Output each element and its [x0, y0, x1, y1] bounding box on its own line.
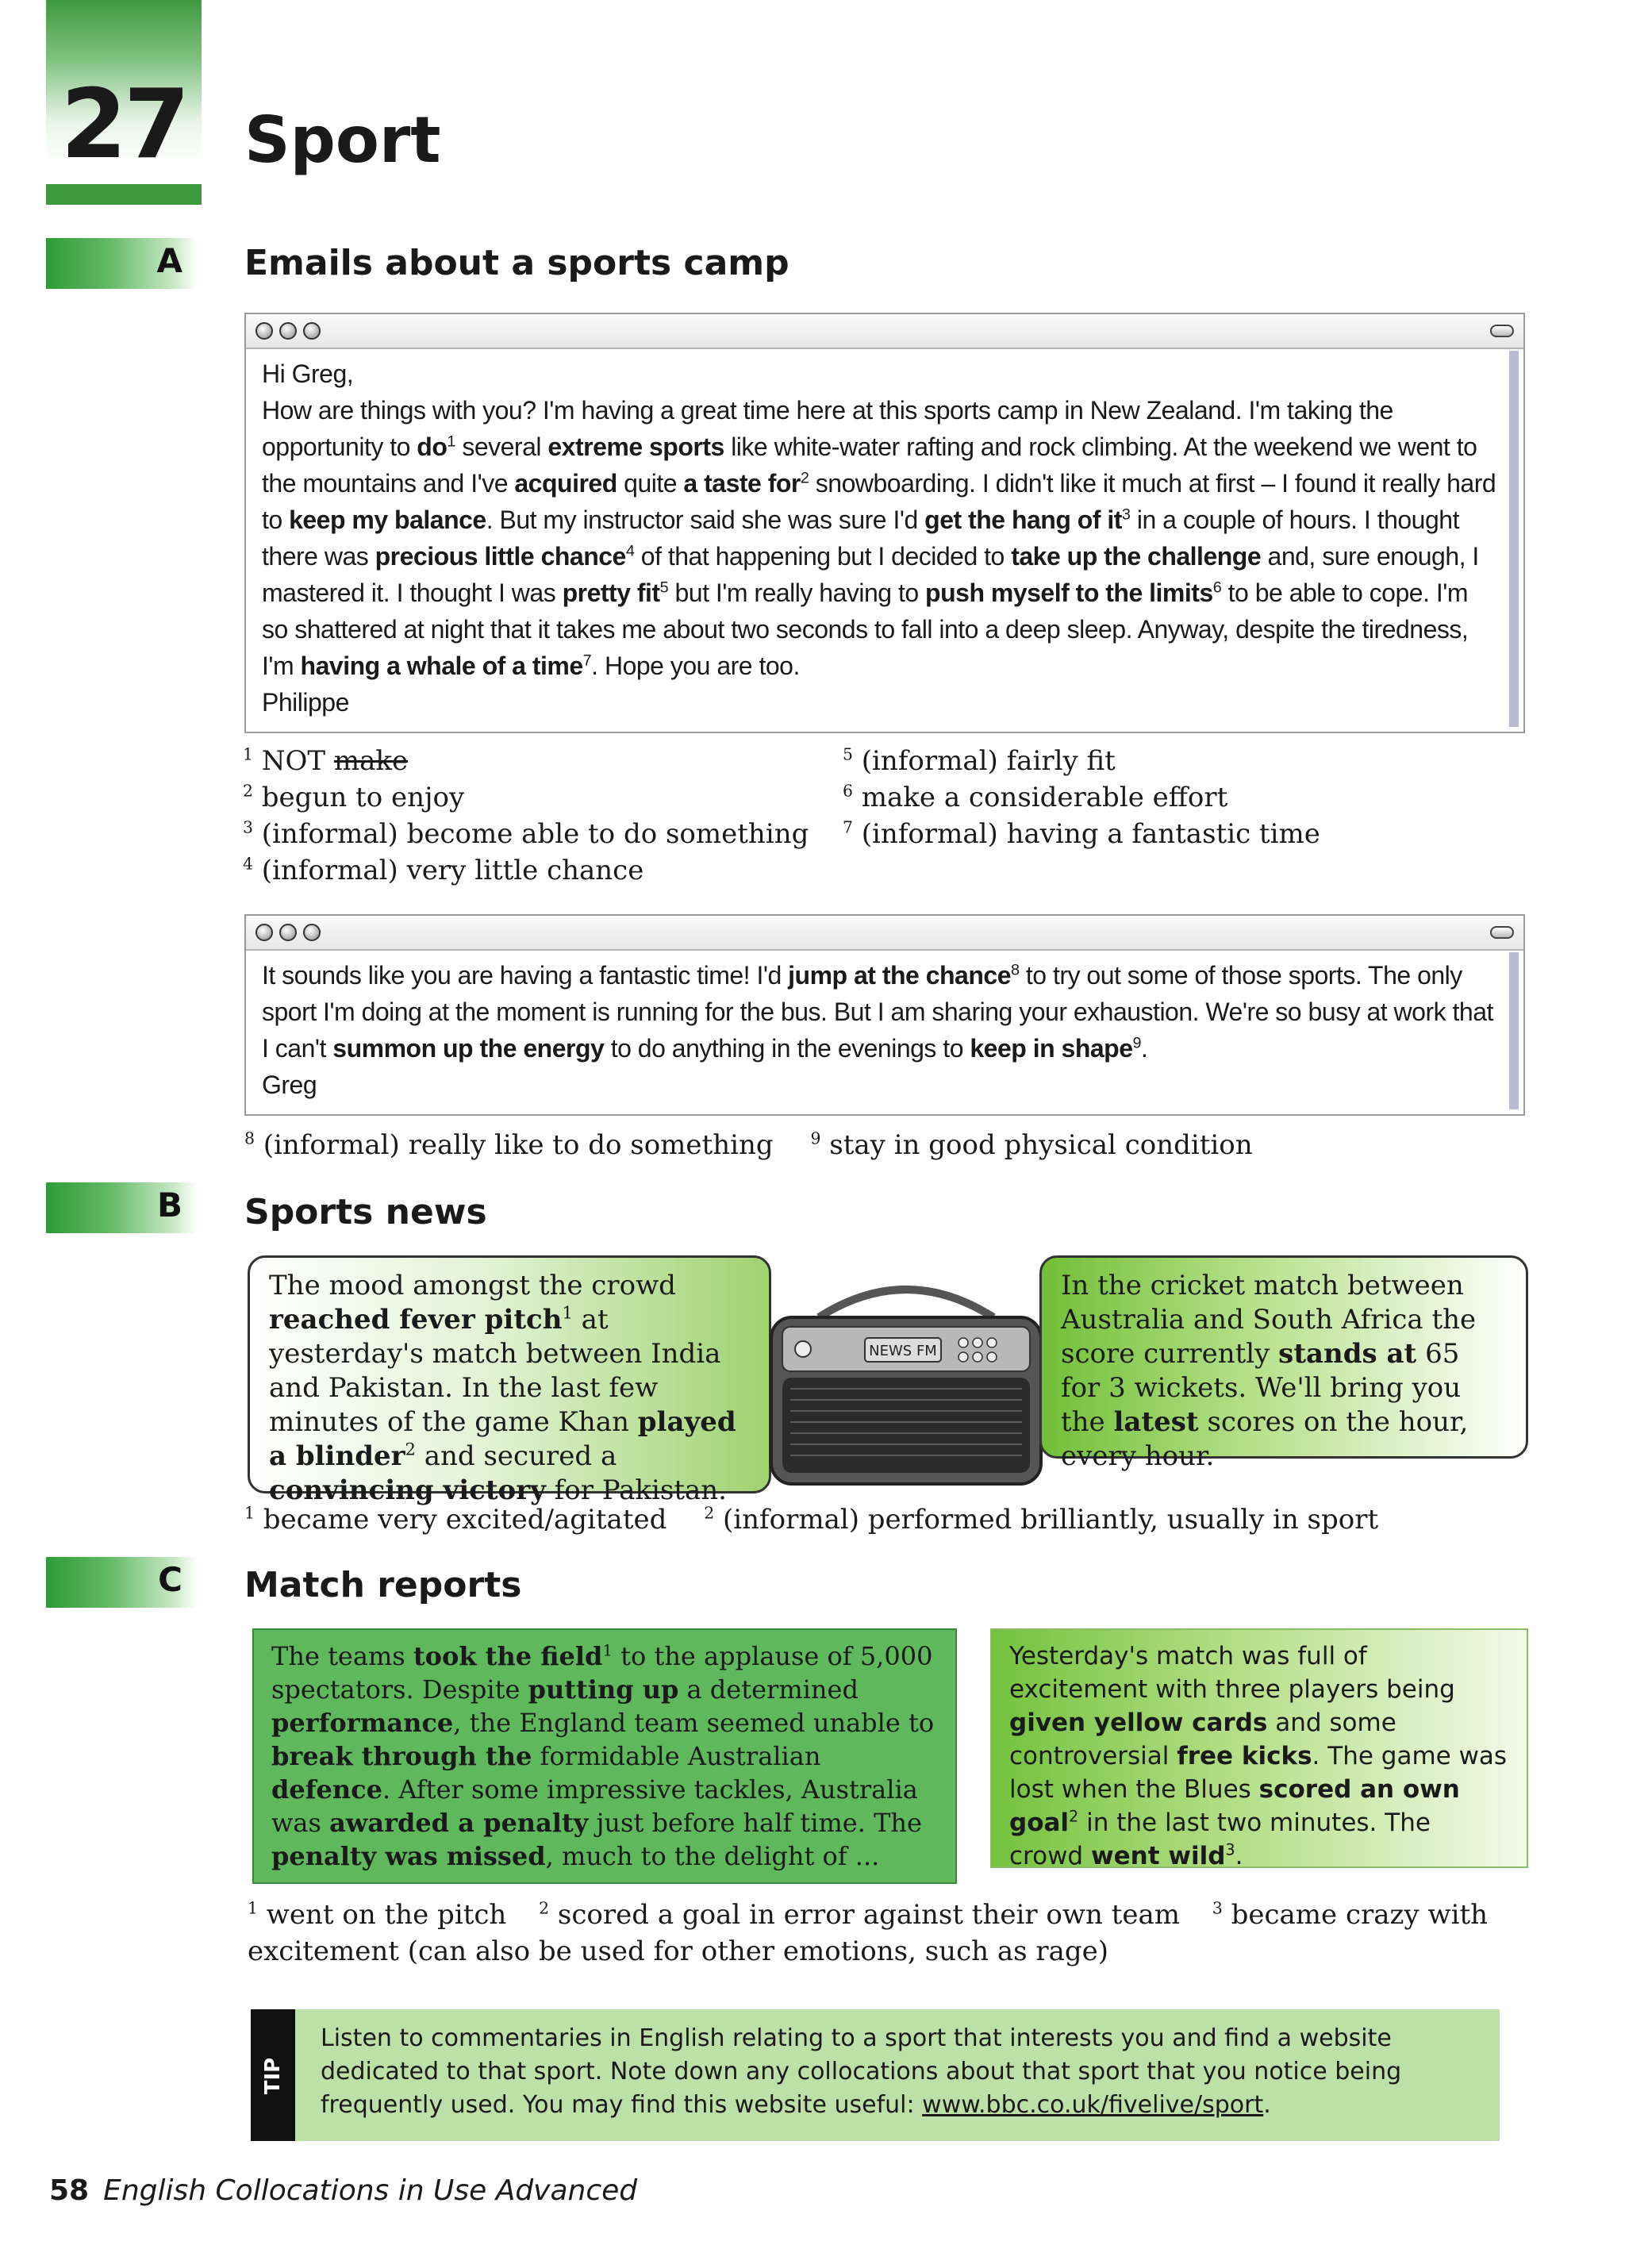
- footnote-text: (informal) fairly fit: [861, 745, 1116, 777]
- collocation: given yellow cards: [1009, 1709, 1268, 1737]
- text: for Pakistan.: [545, 1474, 727, 1506]
- text: In the cricket match between Australia and South Africa the score currently: [1061, 1270, 1477, 1370]
- match-report-right: [990, 1628, 1528, 1868]
- email-body-2: [246, 951, 1523, 1114]
- window-minimize-icon[interactable]: [279, 924, 297, 941]
- text: 65 for 3 wickets. We'll bring you the: [1061, 1338, 1462, 1438]
- toolbar-toggle-icon[interactable]: [1490, 325, 1514, 337]
- footnote-num: 2: [539, 1898, 550, 1918]
- section-b-tab: [46, 1182, 197, 1233]
- email-greeting: Hi Greg,: [262, 359, 354, 388]
- email-window-2: [244, 914, 1525, 1116]
- section-b-title: Sports news: [244, 1192, 487, 1232]
- footnote-text: (informal) performed brilliantly, usually in sport: [722, 1504, 1379, 1536]
- footnote-text: stay in good physical condition: [829, 1129, 1253, 1161]
- footnote-ref: 3: [1121, 505, 1131, 524]
- footnote-num: 5: [843, 744, 853, 764]
- book-title: English Collocations in Use Advanced: [103, 2174, 638, 2207]
- footnote-num: 2: [704, 1503, 715, 1523]
- collocation: stands at: [1278, 1338, 1417, 1370]
- collocation: summon up the energy: [332, 1034, 605, 1063]
- text: just before half time. The: [588, 1808, 922, 1838]
- footnote-num: 8: [244, 1128, 255, 1148]
- email-window-1: [244, 313, 1525, 733]
- text: but I'm really having to: [668, 579, 926, 607]
- collocation: penalty was missed: [271, 1841, 546, 1871]
- collocation: took the field: [413, 1641, 603, 1671]
- text: The mood amongst the crowd: [269, 1270, 676, 1301]
- footnote: [243, 816, 809, 852]
- collocation: extreme sports: [547, 432, 724, 461]
- collocation: jump at the chance: [788, 961, 1011, 990]
- news-bubble-right: [1039, 1255, 1528, 1472]
- footnote: [243, 743, 809, 779]
- collocation: get the hang of it: [924, 505, 1122, 534]
- footnote-ref: 6: [1212, 579, 1222, 597]
- text: to try out some of those sports. The only sport I'm doing at the moment is running for the bus. But I am sharing your exhaustion. We're so busy at work that I can't: [262, 961, 1493, 1063]
- collocation: precious little chance: [375, 542, 626, 571]
- footnote-text: (informal) become able to do something: [261, 818, 809, 850]
- footnote-text: became crazy with excitement (can also be used for other emotions, such as rage): [248, 1899, 1489, 1967]
- footnote-text: (informal) really like to do something: [263, 1129, 774, 1161]
- footnote: [243, 779, 809, 816]
- collocation: latest: [1113, 1406, 1199, 1438]
- text: snowboarding. I didn't like it much at first – I found it really hard to: [262, 469, 1496, 534]
- footnote: [244, 1504, 667, 1536]
- footnote-ref: 2: [800, 469, 809, 487]
- collocation: went wild: [1090, 1842, 1226, 1870]
- section-a-title: Emails about a sports camp: [244, 243, 789, 283]
- tip-label: TIP: [261, 2057, 285, 2095]
- text: formidable Australian: [532, 1741, 821, 1771]
- footnote-ref: 5: [659, 579, 669, 597]
- footnote-num: 3: [1212, 1898, 1223, 1918]
- footnote-row-c: [248, 1897, 1517, 1970]
- text: . Hope you are too.: [591, 652, 800, 680]
- footnote-text: NOT: [261, 745, 334, 777]
- footnote-num: 2: [243, 781, 253, 801]
- footnote-text: make a considerable effort: [861, 782, 1228, 813]
- collocation: awarded a penalty: [329, 1808, 589, 1838]
- collocation: pretty fit: [562, 579, 660, 607]
- text: and some controversial: [1009, 1709, 1396, 1770]
- text: , the England team seemed unable to: [453, 1708, 935, 1738]
- text: scores on the hour, every hour.: [1061, 1406, 1469, 1472]
- footnote: [704, 1504, 1378, 1536]
- footnote-ref: 1: [602, 1641, 613, 1660]
- footnote-ref: 3: [1225, 1840, 1235, 1859]
- text: quite: [617, 469, 684, 498]
- tip-label-bar: [251, 2009, 295, 2141]
- footnote-num: 3: [243, 817, 253, 837]
- text: of that happening but I decided to: [634, 542, 1012, 571]
- text: . The game was lost when the Blues: [1009, 1742, 1508, 1804]
- footnote-text: (informal) having a fantastic time: [861, 818, 1320, 850]
- text: .: [1141, 1034, 1148, 1063]
- tip-box: [251, 2009, 1500, 2141]
- section-letter: C: [158, 1560, 182, 1599]
- text: , much to the delight of ...: [545, 1841, 880, 1871]
- footnote: [248, 1899, 506, 1931]
- footnote: [843, 743, 1320, 779]
- collocation: convincing victory: [269, 1474, 546, 1506]
- collocation: having a whale of a time: [300, 652, 583, 680]
- window-close-icon[interactable]: [255, 924, 273, 941]
- tip-text: [321, 2022, 1479, 2122]
- window-close-icon[interactable]: [255, 322, 273, 340]
- footnote: [244, 1129, 774, 1161]
- text: to do anything in the evenings to: [604, 1034, 970, 1063]
- window-controls: [255, 322, 321, 340]
- footnote: [539, 1899, 1180, 1931]
- collocation: a taste for: [683, 469, 801, 498]
- collocation: scored an own goal: [1009, 1775, 1460, 1837]
- collocation: acquired: [514, 469, 617, 498]
- radio-display-label: NEWS FM: [869, 1343, 937, 1359]
- email-signoff: Greg: [262, 1071, 317, 1099]
- collocation: push myself to the limits: [925, 579, 1213, 607]
- footnote-num: 1: [244, 1503, 255, 1523]
- text: . After some impressive tackles, Australia was: [271, 1774, 918, 1838]
- scrollbar[interactable]: [1509, 351, 1519, 727]
- email-body-1: [246, 349, 1523, 732]
- footnote-text: scored a goal in error against their own team: [557, 1899, 1180, 1931]
- scrollbar[interactable]: [1509, 952, 1519, 1109]
- window-controls: [255, 924, 321, 941]
- footnote-num: 6: [843, 781, 853, 801]
- email-titlebar: [246, 916, 1523, 951]
- unit-number: 27: [60, 70, 187, 180]
- section-c-tab: [46, 1557, 197, 1608]
- footnote-ref: 4: [625, 542, 635, 560]
- collocation: putting up: [528, 1674, 679, 1705]
- window-zoom-icon[interactable]: [303, 924, 321, 941]
- section-letter: B: [156, 1186, 182, 1224]
- collocation: take up the challenge: [1011, 542, 1262, 571]
- section-a-tab: [46, 238, 197, 289]
- toolbar-toggle-icon[interactable]: [1490, 926, 1514, 939]
- footnote-text: (informal) very little chance: [261, 855, 644, 886]
- match-report-left: [252, 1628, 957, 1884]
- email-signoff: Philippe: [262, 688, 349, 717]
- text: to be able to cope. I'm so shattered at night that it takes me about two seconds to fall into a deep sleep. Anyway, despite the tiredness, I'm: [262, 579, 1469, 680]
- text: Yesterday's match was full of excitement with three players being: [1009, 1642, 1455, 1704]
- footnote-ref: 1: [447, 432, 455, 451]
- collocation: played a blinder: [269, 1406, 736, 1472]
- section-letter: A: [156, 241, 182, 280]
- text: .: [1263, 2091, 1271, 2119]
- text: How are things with you? I'm having a great time here at this sports camp in New Zealand. I'm taking the opportunity to: [262, 396, 1393, 461]
- tip-link[interactable]: www.bbc.co.uk/fivelive/sport: [922, 2091, 1264, 2119]
- footnote: [243, 852, 809, 889]
- window-minimize-icon[interactable]: [279, 322, 297, 340]
- unit-title: Sport: [244, 103, 441, 177]
- unit-underline-bar: [46, 184, 202, 205]
- page-number: 58: [49, 2174, 90, 2207]
- page-footer: [49, 2174, 637, 2207]
- email-paragraph: [262, 957, 1498, 1067]
- footnote-num: 1: [243, 744, 253, 764]
- collocation: free kicks: [1177, 1742, 1312, 1770]
- footnote-text: became very excited/agitated: [263, 1504, 667, 1536]
- text: several: [455, 432, 548, 461]
- window-zoom-icon[interactable]: [303, 322, 321, 340]
- text: like white-water rafting and rock climbing. At the weekend we went to the mountains and I've: [262, 432, 1477, 498]
- footnote-ref: 2: [405, 1439, 416, 1459]
- radio-illustration: [763, 1270, 1049, 1492]
- collocation: do: [417, 432, 448, 461]
- footnote-list-left: [243, 743, 809, 889]
- text: in the last two minutes. The crowd: [1009, 1809, 1431, 1870]
- email-titlebar: [246, 314, 1523, 349]
- text: and, sure enough, I mastered it. I thought I was: [262, 542, 1479, 607]
- collocation: performance: [271, 1708, 454, 1738]
- footnote-row-2: [244, 1127, 1253, 1163]
- footnote-text: begun to enjoy: [261, 782, 465, 813]
- text: It sounds like you are having a fantastic time! I'd: [262, 961, 789, 990]
- footnote-num: 9: [810, 1128, 821, 1148]
- news-bubble-left: [248, 1255, 771, 1506]
- footnote-text: went on the pitch: [266, 1899, 507, 1931]
- text: and secured a: [415, 1440, 617, 1472]
- footnote-num: 7: [843, 817, 853, 837]
- footnote-row-b: [244, 1501, 1378, 1538]
- text: to the applause of 5,000 spectators. Despite: [271, 1641, 933, 1705]
- text: .: [1235, 1842, 1243, 1870]
- email-paragraph: [262, 392, 1498, 684]
- footnote-list-right: [843, 743, 1320, 852]
- text: in a couple of hours. I thought there was: [262, 505, 1459, 571]
- footnote-ref: 7: [582, 652, 592, 670]
- collocation: keep in shape: [970, 1034, 1133, 1063]
- footnote-num: 1: [248, 1898, 258, 1918]
- footnote-ref: 9: [1132, 1034, 1142, 1052]
- footnote-struck-word: make: [333, 745, 409, 777]
- footnote: [843, 816, 1320, 852]
- footnote-ref: 8: [1010, 961, 1020, 979]
- footnote-num: 4: [243, 854, 253, 874]
- collocation: defence: [271, 1774, 382, 1805]
- text: a determined: [678, 1674, 859, 1705]
- text: at yesterday's match between India and Pakistan. In the last few minutes of the game Khan: [269, 1304, 721, 1438]
- collocation: break through the: [271, 1741, 532, 1771]
- footnote-ref: 1: [562, 1302, 573, 1323]
- text: The teams: [271, 1641, 413, 1671]
- footnote: [810, 1129, 1252, 1161]
- section-c-title: Match reports: [244, 1565, 522, 1605]
- collocation: keep my balance: [289, 505, 486, 534]
- text: . But my instructor said she was sure I'd: [486, 505, 925, 534]
- collocation: reached fever pitch: [269, 1304, 563, 1336]
- footnote: [843, 779, 1320, 816]
- text: Listen to commentaries in English relating to a sport that interests you and find a website dedicated to that sport. Note down any collocations about that sport that you notice being frequently used. You may find this website useful:: [321, 2024, 1402, 2119]
- footnote-ref: 2: [1069, 1807, 1079, 1826]
